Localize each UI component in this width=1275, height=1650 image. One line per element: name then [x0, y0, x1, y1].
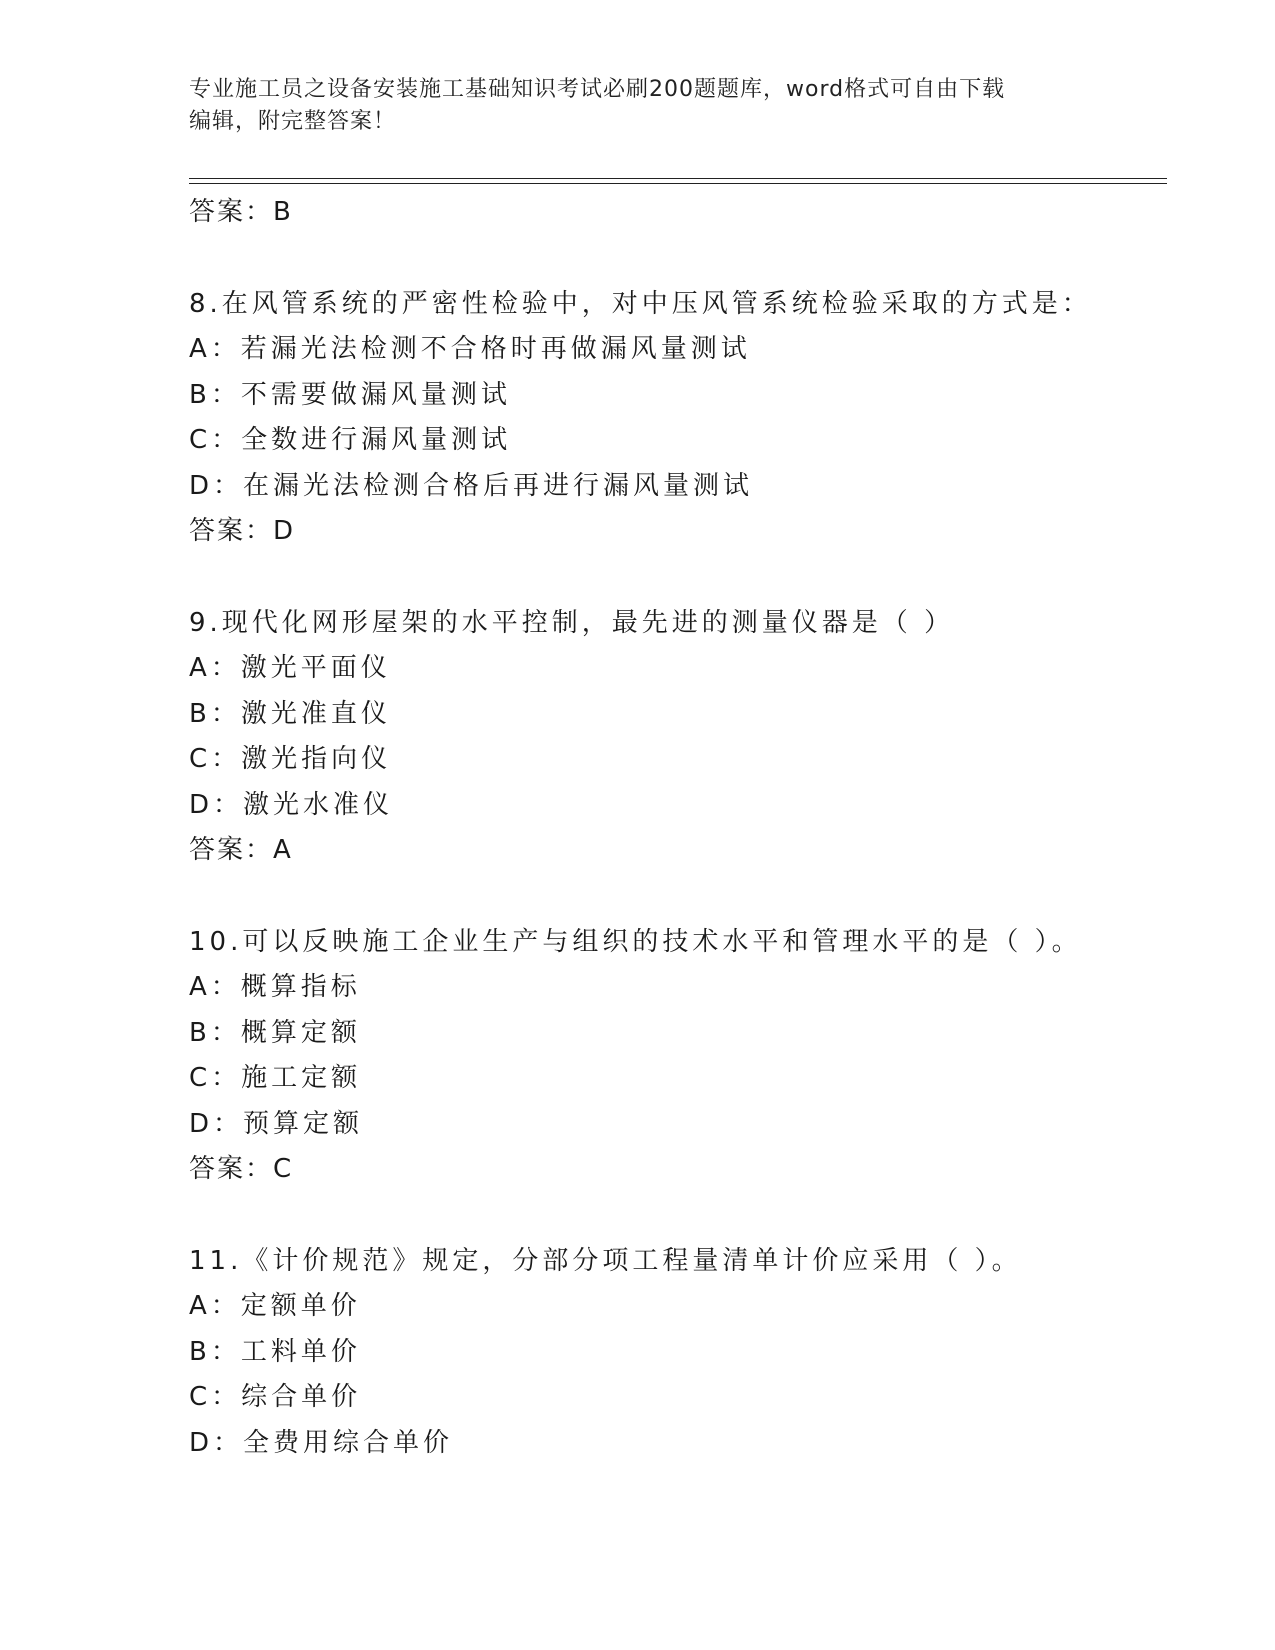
header-title-line-2: 编辑，附完整答案！: [189, 109, 397, 134]
answer-line: 答案：C: [189, 1154, 294, 1184]
header-title-line-1: 专业施工员之设备安装施工基础知识考试必刷200题题库，word格式可自由下载: [189, 77, 1006, 102]
option-b: B：激光准直仪: [189, 698, 391, 729]
question-text: 8.在风管系统的严密性检验中，对中压风管系统检验采取的方式是：: [189, 288, 1092, 319]
spacer: [189, 236, 1189, 282]
option-a: A：概算指标: [189, 972, 361, 1002]
header-divider-top: [189, 178, 1167, 179]
answer-line: 答案：A: [189, 835, 293, 865]
header-divider-bottom: [189, 183, 1167, 184]
spacer: [189, 1193, 1189, 1239]
option-c: C：施工定额: [189, 1063, 362, 1093]
option-c: C：综合单价: [189, 1382, 362, 1412]
document-header: [189, 74, 1089, 138]
question-text: 9.现代化网形屋架的水平控制，最先进的测量仪器是（ ）: [189, 607, 955, 638]
option-d: D：激光水准仪: [189, 789, 394, 820]
option-a: A：激光平面仪: [189, 653, 391, 683]
answer-line: 答案：D: [189, 516, 296, 546]
question-list: [189, 190, 1189, 1466]
option-d: D：全费用综合单价: [189, 1427, 454, 1458]
spacer: [189, 874, 1189, 920]
question-block: [189, 282, 1189, 555]
option-a: A：若漏光法检测不合格时再做漏风量测试: [189, 334, 751, 364]
question-text: 10.可以反映施工企业生产与组织的技术水平和管理水平的是（ ）。: [189, 926, 1082, 957]
answer-line: 答案：B: [189, 197, 293, 227]
question-block: [189, 1239, 1189, 1467]
option-d: D：在漏光法检测合格后再进行漏风量测试: [189, 470, 754, 501]
question-block: [189, 920, 1189, 1193]
option-b: B：概算定额: [189, 1017, 361, 1048]
option-b: B：不需要做漏风量测试: [189, 379, 511, 410]
option-b: B：工料单价: [189, 1336, 361, 1367]
spacer: [189, 555, 1189, 601]
option-c: C：全数进行漏风量测试: [189, 425, 512, 455]
option-d: D：预算定额: [189, 1108, 364, 1139]
question-text: 11.《计价规范》规定，分部分项工程量清单计价应采用（ ）。: [189, 1245, 1022, 1276]
option-a: A：定额单价: [189, 1291, 361, 1321]
option-c: C：激光指向仪: [189, 744, 392, 774]
question-block: [189, 601, 1189, 874]
